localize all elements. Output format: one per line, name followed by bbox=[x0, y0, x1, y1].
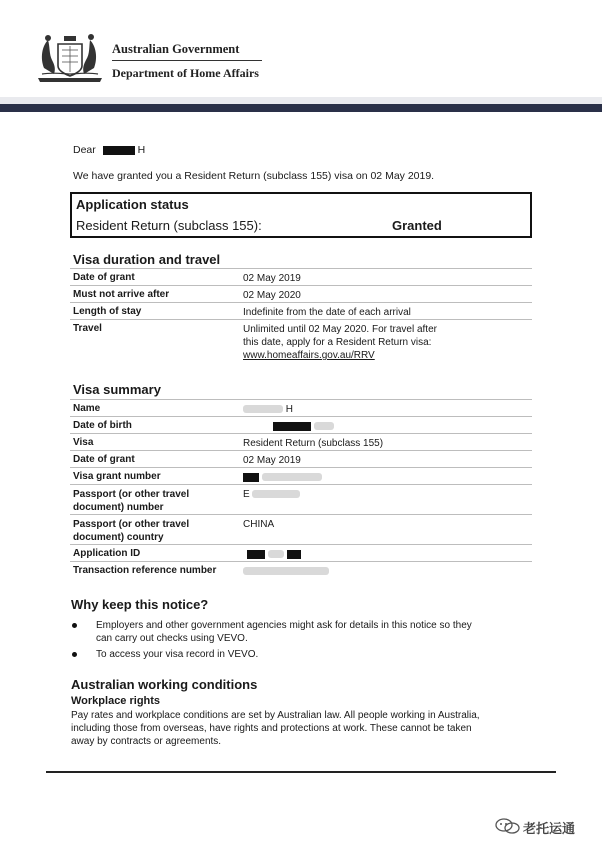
name-suffix: H bbox=[285, 404, 294, 415]
summary-section-title: Visa summary bbox=[73, 382, 161, 397]
row-key bbox=[73, 488, 189, 514]
letterhead bbox=[0, 0, 602, 112]
bullet-line: Employers and other government agencies might ask for details in this notice so they bbox=[96, 620, 472, 631]
row-value: 02 May 2020 bbox=[243, 290, 301, 301]
salutation-word: Dear bbox=[73, 144, 96, 156]
row-key: Travel bbox=[73, 323, 102, 334]
government-title: Australian Government bbox=[112, 42, 240, 56]
duration-section-title: Visa duration and travel bbox=[73, 252, 221, 267]
row-value bbox=[243, 488, 472, 501]
summary-table bbox=[70, 400, 532, 579]
redacted-value bbox=[262, 473, 322, 481]
redacted-value bbox=[287, 550, 301, 559]
notice-bullet bbox=[96, 619, 472, 645]
table-row bbox=[70, 545, 532, 562]
department-title: Department of Home Affairs bbox=[112, 66, 259, 80]
table-row bbox=[70, 434, 532, 451]
row-value: 02 May 2019 bbox=[243, 455, 301, 466]
row-value bbox=[243, 471, 472, 484]
table-row bbox=[70, 400, 532, 417]
duration-table bbox=[70, 269, 532, 363]
application-status-box bbox=[70, 192, 532, 238]
working-subtitle: Workplace rights bbox=[71, 695, 161, 707]
status-visa-label: Resident Return (subclass 155): bbox=[76, 218, 262, 233]
bullet-line: To access your visa record in VEVO. bbox=[96, 649, 259, 660]
salutation bbox=[73, 144, 145, 156]
row-value: Resident Return (subclass 155) bbox=[243, 438, 384, 449]
row-value: 02 May 2019 bbox=[243, 273, 301, 284]
row-key bbox=[73, 518, 189, 544]
notice-section-title: Why keep this notice? bbox=[71, 597, 209, 612]
working-paragraph bbox=[71, 709, 480, 748]
row-value bbox=[243, 565, 472, 578]
row-value bbox=[243, 403, 472, 416]
table-row bbox=[70, 468, 532, 485]
header-band bbox=[0, 104, 602, 112]
footer-rule bbox=[46, 771, 556, 773]
row-key-line: Passport (or other travel bbox=[73, 519, 190, 530]
redacted-name bbox=[103, 146, 135, 155]
notice-bullet bbox=[96, 648, 258, 661]
row-key-line: document) number bbox=[73, 502, 164, 513]
passport-prefix: E bbox=[243, 489, 250, 500]
row-key: Date of grant bbox=[73, 272, 135, 283]
travel-line: Unlimited until 02 May 2020. For travel after bbox=[243, 324, 437, 335]
row-key: Date of grant bbox=[73, 454, 135, 465]
row-value bbox=[243, 548, 472, 561]
table-row bbox=[70, 320, 532, 363]
coat-of-arms-icon bbox=[34, 28, 106, 86]
watermark-text: 老托运通 bbox=[523, 821, 576, 836]
working-section-title: Australian working conditions bbox=[71, 677, 258, 692]
table-row bbox=[70, 562, 532, 579]
paragraph-line: including those from overseas, have rights and protections at work. These cannot be taken bbox=[71, 723, 472, 734]
status-heading: Application status bbox=[76, 197, 189, 212]
row-key: Must not arrive after bbox=[73, 289, 170, 300]
table-row bbox=[70, 515, 532, 545]
watermark bbox=[495, 817, 595, 835]
row-key: Length of stay bbox=[73, 306, 142, 317]
header-band-light bbox=[0, 97, 602, 104]
redacted-value bbox=[243, 473, 259, 482]
row-key: Application ID bbox=[73, 548, 141, 559]
grant-intro: We have granted you a Resident Return (subclass 155) visa on 02 May 2019. bbox=[73, 170, 435, 182]
table-row bbox=[70, 286, 532, 303]
redacted-value bbox=[314, 422, 334, 430]
redacted-value bbox=[252, 490, 300, 498]
row-key: Name bbox=[73, 403, 101, 414]
paragraph-line: away by contracts or agreements. bbox=[71, 736, 222, 747]
travel-line: this date, apply for a Resident Return visa: bbox=[243, 337, 432, 348]
redacted-value bbox=[268, 550, 284, 558]
row-key-line: document) country bbox=[73, 532, 164, 543]
bullet-dot bbox=[72, 652, 77, 657]
row-value: CHINA bbox=[243, 519, 275, 530]
table-row bbox=[70, 417, 532, 434]
row-value bbox=[243, 420, 472, 433]
rrv-link[interactable]: www.homeaffairs.gov.au/RRV bbox=[243, 350, 375, 361]
table-row bbox=[70, 485, 532, 515]
table-row bbox=[70, 451, 532, 468]
row-key: Visa grant number bbox=[73, 471, 161, 482]
table-row bbox=[70, 269, 532, 286]
bullet-line: can carry out checks using VEVO. bbox=[96, 633, 248, 644]
row-value bbox=[243, 323, 472, 362]
row-key: Transaction reference number bbox=[73, 565, 217, 576]
paragraph-line: Pay rates and workplace conditions are set by Australian law. All people working in Australia, bbox=[71, 710, 480, 721]
redacted-value bbox=[243, 405, 283, 413]
title-divider bbox=[112, 60, 262, 61]
status-value: Granted bbox=[392, 218, 442, 233]
redacted-value bbox=[247, 550, 265, 559]
salutation-suffix: H bbox=[137, 144, 146, 156]
row-key: Visa bbox=[73, 437, 94, 448]
redacted-value bbox=[273, 422, 311, 431]
row-key: Date of birth bbox=[73, 420, 132, 431]
redacted-value bbox=[243, 567, 329, 575]
row-key-line: Passport (or other travel bbox=[73, 489, 190, 500]
table-row bbox=[70, 303, 532, 320]
bullet-dot bbox=[72, 623, 77, 628]
wechat-icon bbox=[495, 818, 521, 834]
row-value: Indefinite from the date of each arrival bbox=[243, 307, 411, 318]
